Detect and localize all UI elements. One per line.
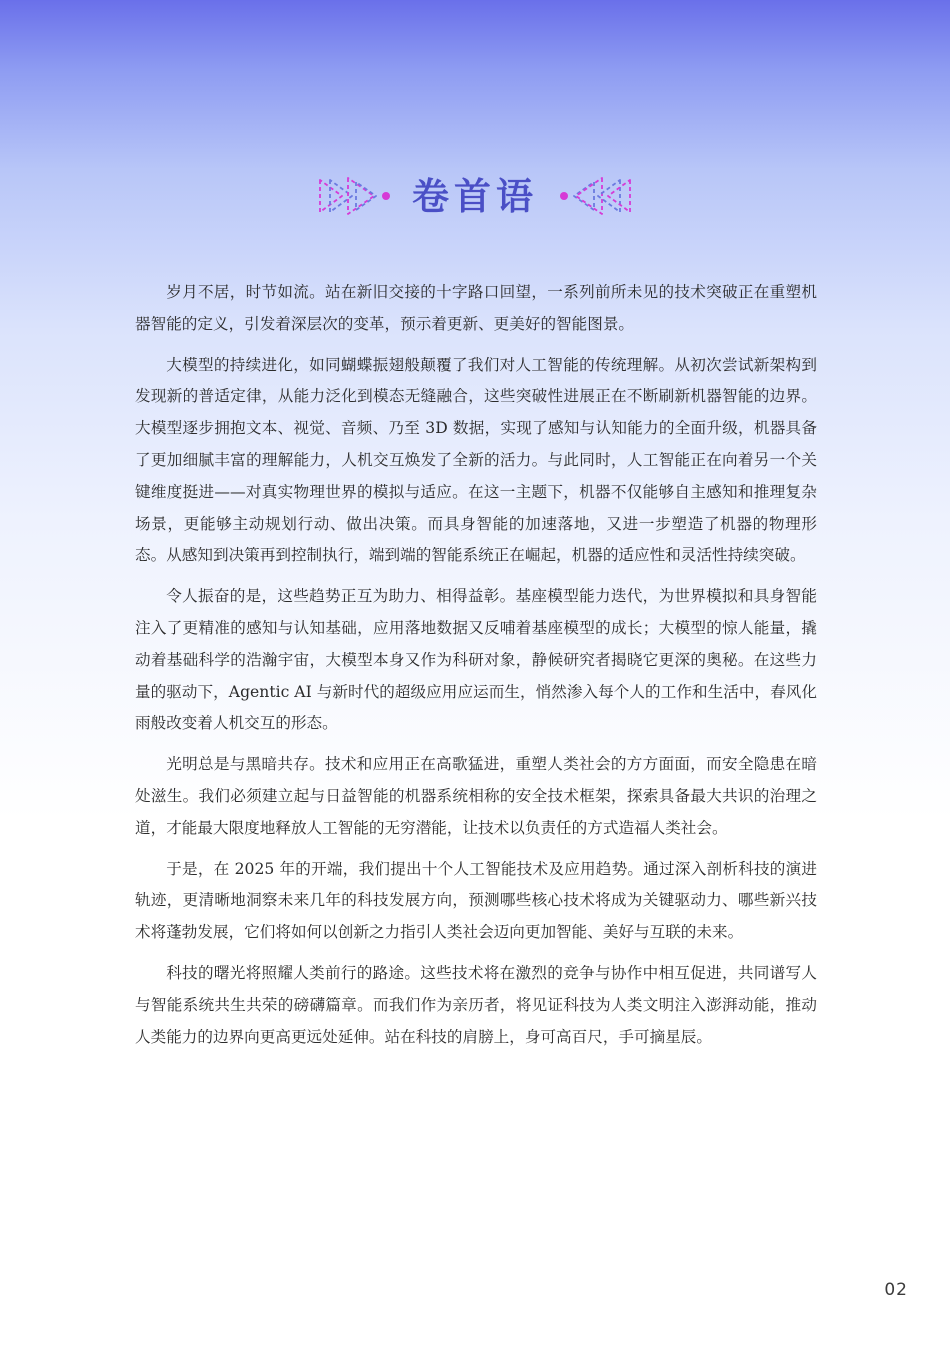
double-chevron-right-icon [316, 174, 392, 218]
paragraph-6: 科技的曙光将照耀人类前行的路途。这些技术将在激烈的竞争与协作中相互促进，共同谱写人与智能系统共生共荣的磅礴篇章。而我们作为亲历者，将见证科技为人类文明注入澎湃动能，推动人类能力的边界向更高更远处延伸。站在科技的肩膀上，身可高百尺，手可摘星辰。 [135, 963, 817, 1046]
double-chevron-left-icon [558, 174, 634, 218]
page-title: 卷首语 [412, 174, 538, 218]
paragraph-3: 令人振奋的是，这些趋势正互为助力、相得益彰。基座模型能力迭代，为世界模拟和具身智能注入了更精准的感知与认知基础，应用落地数据又反哺着基座模型的成长；大模型的惊人能量，撬动着基础科学的浩瀚宇宙，大模型本身又作为科研对象，静候研究者揭晓它更深的奥秘。在这些力量的驱动下，Agentic AI 与新时代的超级应用应运而生，悄然渗入每个人的工作和生活中，春风化雨般改变着人机交互的形态。 [135, 587, 817, 733]
paragraph-1: 岁月不居，时节如流。站在新旧交接的十字路口回望，一系列前所未见的技术突破正在重塑机器智能的定义，引发着深层次的变革，预示着更新、更美好的智能图景。 [135, 283, 817, 333]
page-number: 02 [884, 1280, 908, 1300]
body-content [135, 277, 817, 1062]
paragraph-4: 光明总是与黑暗共存。技术和应用正在高歌猛进，重塑人类社会的方方面面，而安全隐患在暗处滋生。我们必须建立起与日益智能的机器系统相称的安全技术框架，探索具备最大共识的治理之道，才能最大限度地释放人工智能的无穷潜能，让技术以负责任的方式造福人类社会。 [135, 755, 817, 837]
paragraph-5: 于是，在 2025 年的开端，我们提出十个人工智能技术及应用趋势。通过深入剖析科技的演进轨迹，更清晰地洞察未来几年的科技发展方向，预测哪些核心技术将成为关键驱动力、哪些新兴技术将蓬勃发展，它们将如何以创新之力指引人类社会迈向更加智能、美好与互联的未来。 [135, 859, 817, 942]
paragraph-2: 大模型的持续进化，如同蝴蝶振翅般颠覆了我们对人工智能的传统理解。从初次尝试新架构到发现新的普适定律，从能力泛化到模态无缝融合，这些突破性进展正在不断刷新机器智能的边界。大模型逐步拥抱文本、视觉、音频、乃至 3D 数据，实现了感知与认知能力的全面升级，机器具备了更加细腻丰富的理解能力，人机交互焕发了全新的活力。与此同时，人工智能正在向着另一个关键维度挺进——对真实物理世界的模拟与适应。在这一主题下，机器不仅能够自主感知和推理复杂场景，更能够主动规划行动、做出决策。而具身智能的加速落地，又进一步塑造了机器的物理形态。从感知到决策再到控制执行，端到端的智能系统正在崛起，机器的适应性和灵活性持续突破。 [135, 355, 817, 565]
title-row [0, 168, 950, 224]
